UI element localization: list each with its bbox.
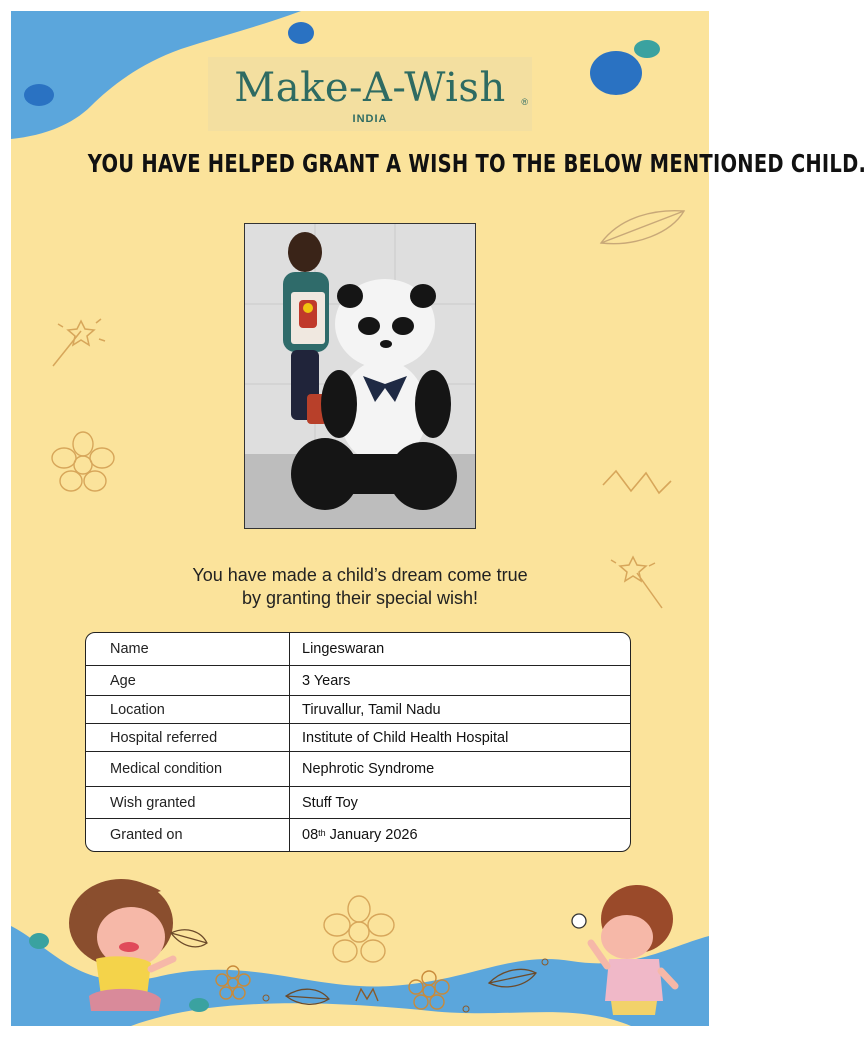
table-row [86, 752, 630, 787]
row-value: Stuff Toy [302, 794, 358, 811]
teal-dot [634, 40, 660, 58]
zigzag-doodle [603, 471, 671, 493]
tagline-line-1: You have made a child’s dream come true [192, 565, 528, 585]
blue-dot [24, 84, 54, 106]
logo-country: INDIA [352, 113, 388, 125]
row-label: Granted on [86, 819, 290, 851]
table-row [86, 787, 630, 819]
table-row [86, 633, 630, 666]
leaf-icon [171, 930, 207, 947]
magic-wand-icon [53, 319, 105, 366]
row-value: Tiruvallur, Tamil Nadu [302, 701, 441, 718]
row-label: Location [86, 696, 290, 723]
bubble [572, 914, 586, 928]
row-value: Nephrotic Syndrome [302, 761, 435, 777]
tagline [11, 564, 709, 610]
table-row [86, 696, 630, 724]
blue-dot [288, 22, 314, 44]
row-value: Lingeswaran [302, 641, 385, 657]
page-headline: YOU HAVE HELPED GRANT A WISH TO THE BELOW MENTIONED CHILD. [87, 149, 866, 178]
tagline-line-2: by granting their special wish! [241, 588, 479, 608]
row-label: Medical condition [86, 752, 290, 786]
date-day: 08 [302, 827, 319, 843]
table-row [86, 666, 630, 696]
table-row [86, 819, 630, 851]
row-label: Age [86, 666, 290, 695]
certificate-card [11, 11, 866, 1026]
teal-dot [29, 933, 49, 949]
logo-wordmark: Make-A-Wish [234, 65, 506, 111]
logo-trademark: ® [521, 97, 528, 107]
row-value: Institute of Child Health Hospital [302, 729, 509, 746]
child-photo [244, 223, 476, 529]
date-suffix: th [318, 828, 326, 838]
blue-blob [590, 51, 642, 95]
flower-icon [324, 896, 394, 962]
child-with-panda-image [245, 224, 475, 528]
table-row [86, 724, 630, 752]
row-value: 3 Years [302, 672, 351, 689]
row-value [290, 819, 630, 851]
make-a-wish-logo [208, 57, 532, 131]
wish-details-table [85, 632, 631, 852]
teal-dot [189, 998, 209, 1012]
date-rest: January 2026 [325, 827, 418, 843]
flower-icon [52, 432, 114, 491]
row-label: Wish granted [86, 787, 290, 818]
row-label: Name [86, 633, 290, 665]
row-label: Hospital referred [86, 724, 290, 751]
leaf-icon [601, 211, 684, 244]
